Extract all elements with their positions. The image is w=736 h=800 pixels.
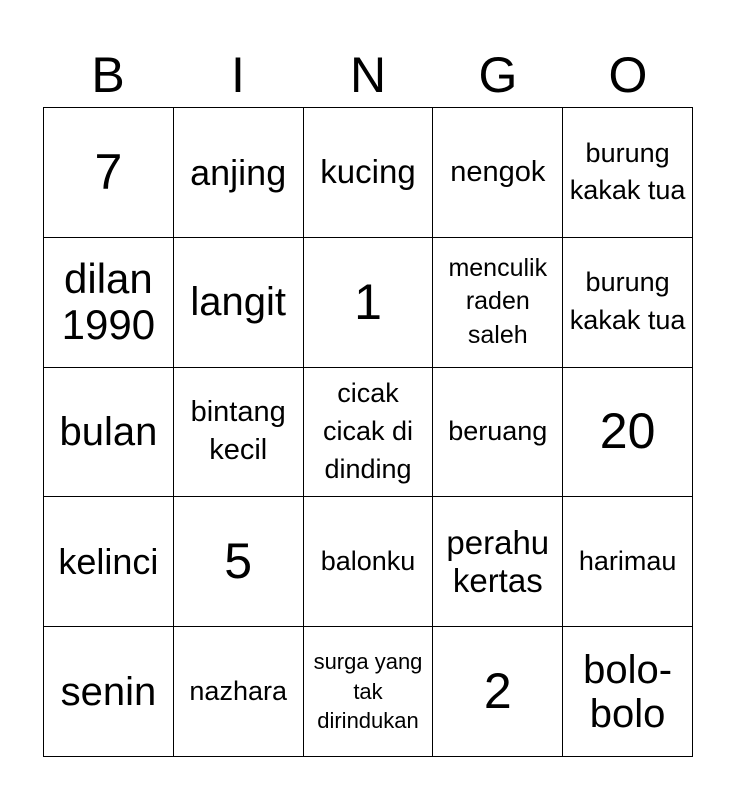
bingo-cell[interactable] [44,368,174,498]
bingo-cell[interactable] [563,497,693,627]
cell-text: dilan 1990 [61,255,156,349]
bingo-card [43,107,693,757]
cell-text: nazhara [189,675,287,706]
cell-text: 5 [224,533,253,590]
cell-text: menculik raden saleh [448,253,548,350]
bingo-cell[interactable] [174,238,304,368]
cell-text: 2 [483,663,512,720]
bingo-cell[interactable] [174,627,304,757]
bingo-cell[interactable] [304,497,434,627]
header-letter-n: N [349,47,387,103]
bingo-header [43,44,693,106]
bingo-cell[interactable] [433,238,563,368]
cell-text: kelinci [58,540,159,582]
bingo-cell[interactable] [433,108,563,238]
bingo-cell[interactable] [563,627,693,757]
header-letter-i: I [231,47,245,103]
bingo-cell[interactable] [174,497,304,627]
cell-text: bintang kecil [190,396,286,466]
bingo-cell[interactable] [174,368,304,498]
bingo-cell[interactable] [44,238,174,368]
bingo-cell[interactable] [44,497,174,627]
cell-text: kucing [320,153,416,191]
bingo-cell[interactable] [174,108,304,238]
cell-text: bolo-bolo [583,647,673,736]
cell-text: surga yang tak dirindukan [313,649,423,734]
cell-text: 7 [94,143,123,200]
bingo-cell[interactable] [433,497,563,627]
cell-text: balonku [320,545,416,576]
bingo-cell[interactable] [304,368,434,498]
bingo-cell[interactable] [304,238,434,368]
bingo-cell[interactable] [563,108,693,238]
cell-text: harimau [578,545,677,576]
cell-text: langit [190,280,286,325]
bingo-cell[interactable] [433,368,563,498]
bingo-cell[interactable] [44,627,174,757]
header-letter-b: B [91,47,125,103]
bingo-cell[interactable] [304,627,434,757]
cell-text: burung kakak tua [569,267,686,336]
header-letter-g: G [478,47,518,103]
bingo-cell[interactable] [44,108,174,238]
cell-text: bulan [59,409,158,454]
cell-text: 20 [599,403,656,460]
bingo-cell[interactable] [304,108,434,238]
header-letter-o: O [608,47,648,103]
cell-text: burung kakak tua [569,137,686,206]
bingo-cell[interactable] [433,627,563,757]
cell-text: senin [60,669,157,714]
bingo-cell[interactable] [563,238,693,368]
cell-text: nengok [450,155,546,188]
cell-text: anjing [190,151,287,193]
cell-text: 1 [354,273,382,330]
cell-text: cicak cicak di dinding [322,378,413,484]
bingo-cell[interactable] [563,368,693,498]
cell-text: perahu kertas [446,523,550,599]
cell-text: beruang [448,416,548,447]
